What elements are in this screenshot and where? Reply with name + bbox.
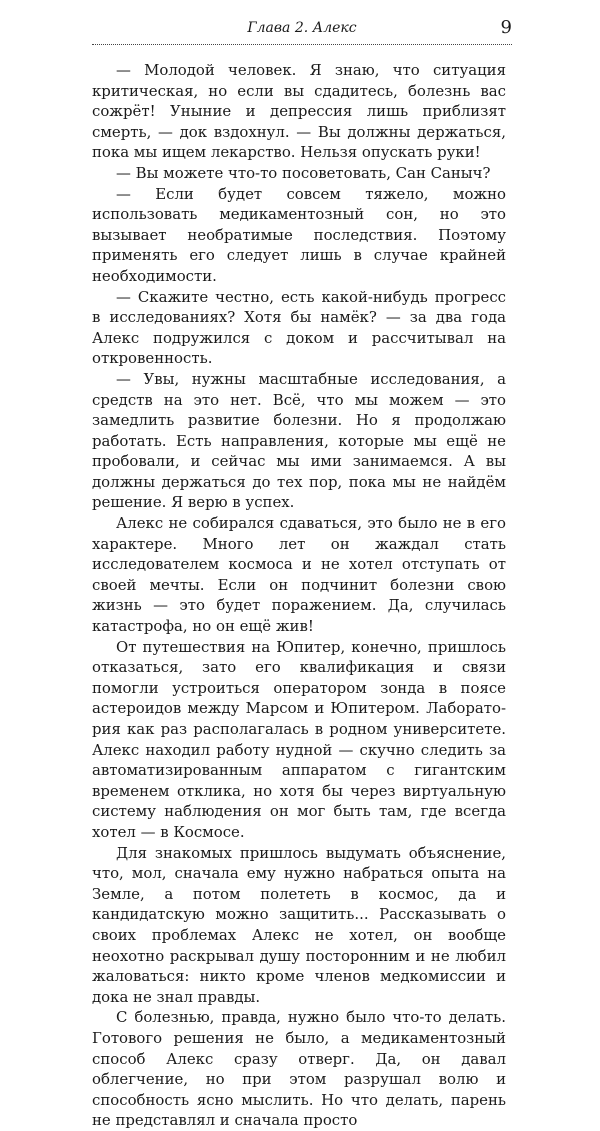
paragraph: — Молодой человек. Я знаю, что ситуация критическая, но если вы сдадитесь, болезнь вас сожрёт! Уныние и депрессия лишь приблизят смерть, — док вздохнул. — Вы должны держаться, пока мы ищем лекарство. Нельзя опускать руки! [92,61,506,162]
paragraph: — Скажите честно, есть какой-нибудь прогресс в исследованиях? Хотя бы намёк? — за два года Алекс подружился с доком и рассчитывал на откровенность. [92,287,506,368]
running-header [92,16,512,42]
paragraph: — Вы можете что-то посоветовать, Сан Саныч? [116,163,491,182]
page-number: 9 [500,17,512,38]
chapter-title: Глава 2. Алекс [247,20,357,36]
paragraph: — Увы, нужны масштабные исследования, а средств на это нет. Всё, что мы можем — это замедлить развитие болезни. Но я продолжаю работать. Есть направления, которые мы ещё не пробовали, и сейчас мы ими занимаемся. А вы должны держаться до тех пор, пока мы не найдём решение. Я верю в успех. [92,369,506,512]
paragraph: От путешествия на Юпитер, конечно, пришлось отказаться, зато его квалификация и связи помогли устроиться оператором зонда в поясе астероидов между Марсом и Юпитером. Лаборатория как раз располагалась в родном университете. Алекс находил работу нудной — скучно следить за автоматизированным аппаратом с гигантским временем отклика, но хотя бы через виртуальную систему наблюдения он мог быть там, где всегда хотел — в Космосе. [92,637,506,841]
paragraph: Алекс не собирался сдаваться, это было не в его характере. Много лет он жаждал стать исследователем космоса и не хотел отступать от своей мечты. Если он подчинит болезни свою жизнь — это будет поражением. Да, случилась катастрофа, но он ещё жив! [92,514,506,636]
body-text [92,60,506,1131]
paragraph: С болезнью, правда, нужно было что-то делать. Готового решения не было, а медикаментозный способ Алекс сразу отверг. Да, он давал облегчение, но при этом разрушал волю и способность ясно мыслить. Но что делать, парень не представлял и сначала просто [92,1008,506,1130]
header-divider [92,44,512,45]
paragraph: Для знакомых пришлось выдумать объяснение, что, мол, сначала ему нужно набраться опыта на Земле, а потом полететь в космос, да и кандидатскую можно защитить... Рассказывать о своих проблемах Алекс не хотел, он вообще неохотно раскрывал душу посторонним и не любил жаловаться: никто кроме членов медкомиссии и дока не знал правды. [92,843,506,1006]
paragraph: — Если будет совсем тяжело, можно использовать медикаментозный сон, но это вызывает необратимые последствия. Поэтому применять его следует лишь в случае крайней необходимости. [92,184,506,285]
